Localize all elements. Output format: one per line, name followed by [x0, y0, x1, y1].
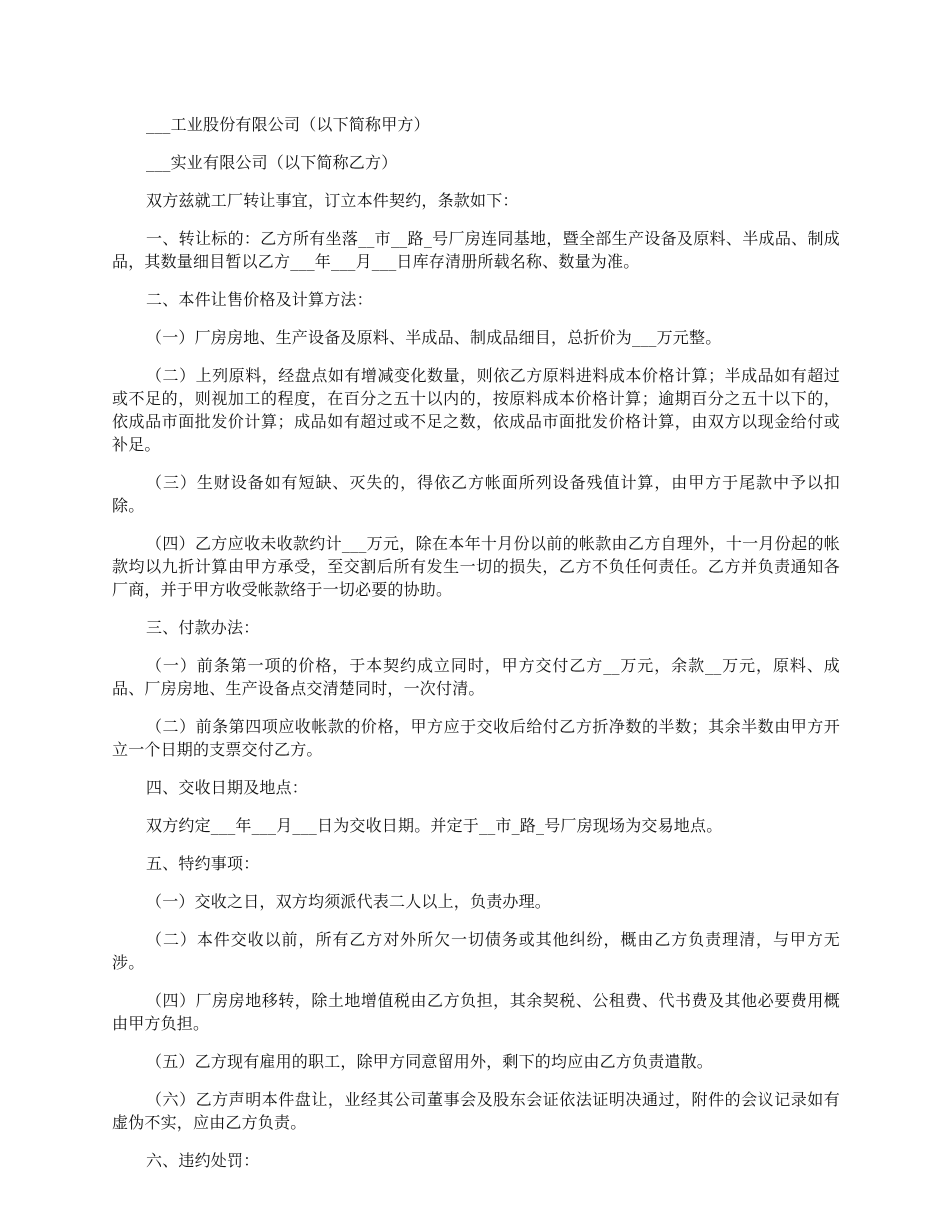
party-b-line: ___实业有限公司（以下简称乙方） [146, 153, 398, 172]
clause-5-item-6: （六）乙方声明本件盘让，业经其公司董事会及股东会证依法证明决通过，附件的会议记录如有虚伪不实，应由乙方负责。 [112, 1090, 840, 1132]
clause-2-item-4: （四）乙方应收未收款约计___万元，除在本年十月份以前的帐款由乙方自理外，十一月份起的帐款均以九折计算由甲方承受，至交割后所有发生一切的损失，乙方不负任何责任。乙方并负责通知各厂商，并于甲方收受帐款络于一切必要的协助。 [112, 534, 840, 599]
clause-3-heading: 三、付款办法： [146, 618, 260, 637]
clause-5-item-5: （五）乙方现有雇用的职工，除甲方同意留用外，剩下的均应由乙方负责遣散。 [146, 1052, 714, 1071]
clause-4-text: 双方约定___年___月___日为交收日期。并定于__市_路_号厂房现场为交易地点。 [146, 816, 723, 835]
party-a-line: ___工业股份有限公司（以下简称甲方） [146, 115, 430, 134]
clause-3-item-2: （二）前条第四项应收帐款的价格，甲方应于交收后给付乙方折净数的半数；其余半数由甲方开立一个日期的支票交付乙方。 [112, 717, 840, 759]
preamble: 双方兹就工厂转让事宜，订立本件契约，条款如下： [146, 191, 519, 210]
clause-5-item-2: （二）本件交收以前，所有乙方对外所欠一切债务或其他纠纷，概由乙方负责理清，与甲方无涉。 [112, 930, 840, 972]
contract-body [112, 113, 840, 1187]
clause-5-item-1: （一）交收之日，双方均须派代表二人以上，负责办理。 [146, 892, 552, 911]
clause-2-item-3: （三）生财设备如有短缺、灭失的，得依乙方帐面所列设备残值计算，由甲方于尾款中予以扣除。 [112, 473, 840, 515]
clause-4-heading: 四、交收日期及地点： [146, 778, 309, 797]
clause-3-item-1: （一）前条第一项的价格，于本契约成立同时，甲方交付乙方__万元，余款__万元，原料、成品、厂房房地、生产设备点交清楚同时，一次付清。 [112, 656, 840, 698]
clause-1-transfer-object: 一、转让标的：乙方所有坐落__市__路_号厂房连同基地，暨全部生产设备及原料、半成品、制成品，其数量细目暂以乙方___年___月___日库存清册所载名称、数量为准。 [112, 229, 840, 271]
clause-5-heading: 五、特约事项： [146, 854, 260, 873]
clause-2-item-2: （二）上列原料，经盘点如有增减变化数量，则依乙方原料进料成本价格计算；半成品如有超过或不足的，则视加工的程度，在百分之五十以内的，按原料成本价格计算；逾期百分之五十以下的，依成品市面批发价计算；成品如有超过或不足之数，依成品市面批发价格计算，由双方以现金给付或补足。 [112, 366, 840, 454]
clause-5-item-4: （四）厂房房地移转，除土地增值税由乙方负担，其余契税、公租费、代书费及其他必要费用概由甲方负担。 [112, 991, 840, 1033]
clause-6-heading: 六、违约处罚： [146, 1151, 260, 1170]
clause-2-item-1: （一）厂房房地、生产设备及原料、半成品、制成品细目，总折价为___万元整。 [146, 328, 722, 347]
clause-2-heading: 二、本件让售价格及计算方法： [146, 290, 373, 309]
